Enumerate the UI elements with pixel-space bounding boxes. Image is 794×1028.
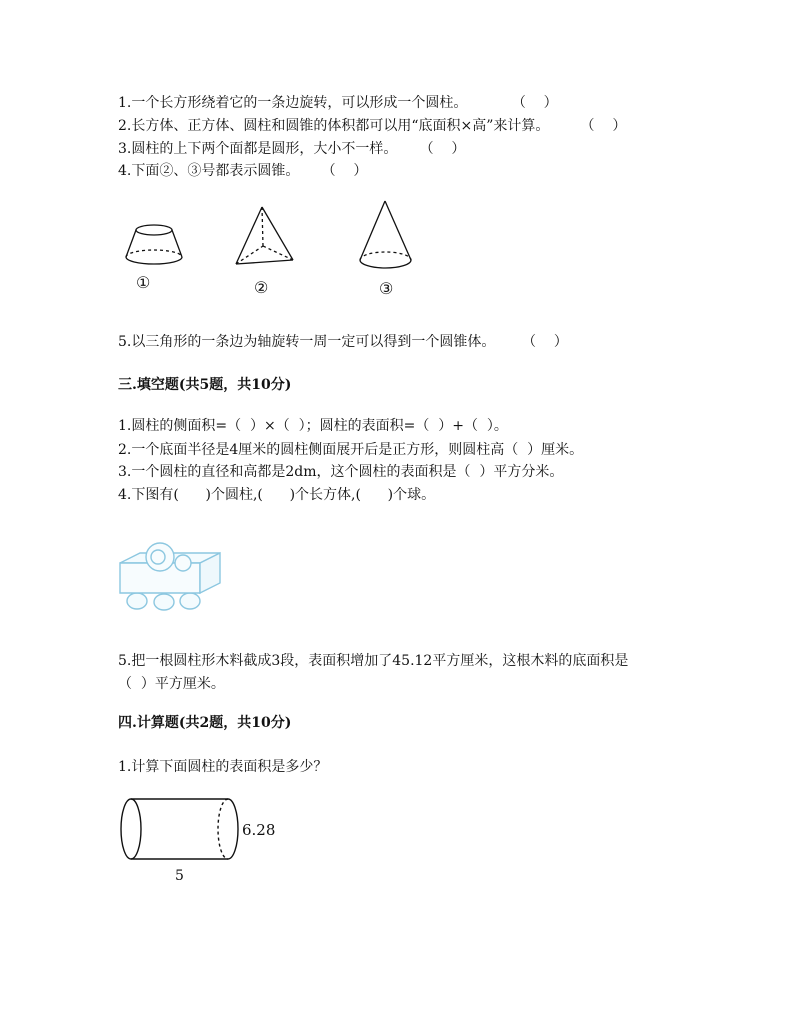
- cylinder-length-label: 5: [175, 868, 184, 884]
- question-2-1: 1.一个长方形绕着它的一条边旋转，可以形成一个圆柱。 （ ）: [118, 95, 558, 111]
- cone-shape: [360, 201, 411, 268]
- question-3-2: 2.一个底面半径是4厘米的圆柱侧面展开后是正方形，则圆柱高（ ）厘米。: [118, 442, 584, 458]
- solids-illustration: [118, 540, 223, 615]
- shapes-figure: [110, 195, 430, 305]
- cylinder-height-label: 6.28: [242, 821, 276, 839]
- pyramid-shape: [236, 207, 293, 264]
- question-2-3: 3.圆柱的上下两个面都是圆形，大小不一样。 （ ）: [118, 141, 466, 157]
- cylinder-shape: [121, 799, 238, 859]
- shape-label-3: ③: [379, 279, 394, 298]
- question-3-4: 4.下图有( )个圆柱,( )个长方体,( )个球。: [118, 487, 436, 503]
- cylinder-figure: [110, 790, 290, 890]
- section-3-heading: 三.填空题(共5题，共10分): [118, 377, 292, 393]
- shape-label-1: ①: [136, 273, 151, 292]
- question-3-3: 3.一个圆柱的直径和高都是2dm，这个圆柱的表面积是（ ）平方分米。: [118, 464, 564, 480]
- question-2-2: 2.长方体、正方体、圆柱和圆锥的体积都可以用“底面积×高”来计算。 （ ）: [118, 118, 627, 134]
- shape-label-2: ②: [254, 278, 269, 297]
- question-3-1: 1.圆柱的侧面积=（ ）×（ ）；圆柱的表面积=（ ）+（ ）。: [118, 418, 508, 434]
- question-3-5-line2: （ ）平方厘米。: [118, 676, 225, 692]
- question-4-1: 1.计算下面圆柱的表面积是多少？: [118, 759, 328, 775]
- question-3-5-line1: 5.把一根圆柱形木料截成3段，表面积增加了45.12平方厘米，这根木料的底面积是: [118, 653, 629, 669]
- frustum-shape: [126, 225, 182, 264]
- question-2-5: 5.以三角形的一条边为轴旋转一周一定可以得到一个圆锥体。 （ ）: [118, 334, 568, 350]
- question-2-4: 4.下面②、③号都表示圆锥。 （ ）: [118, 163, 368, 179]
- section-4-heading: 四.计算题(共2题，共10分): [118, 715, 292, 731]
